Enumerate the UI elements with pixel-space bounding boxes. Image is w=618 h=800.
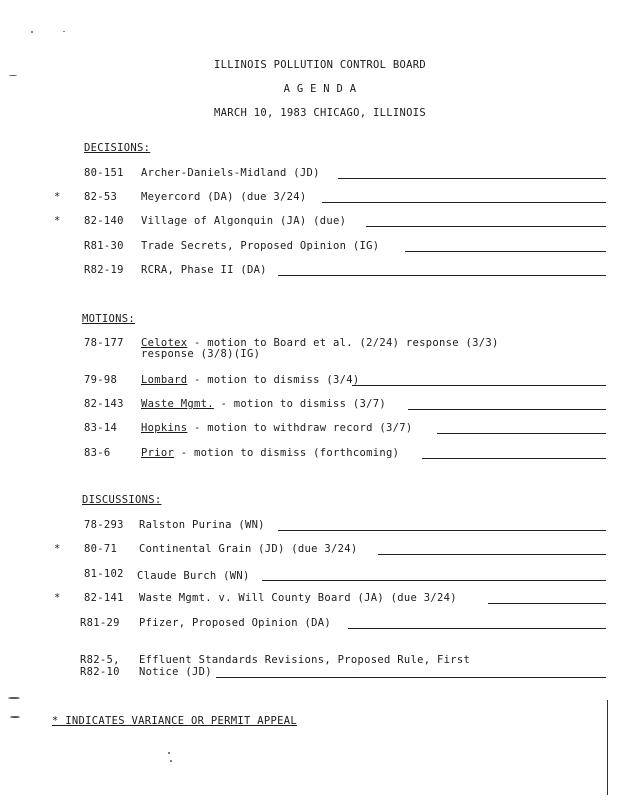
- blank-line: [488, 603, 606, 604]
- motion-item: [0, 337, 618, 363]
- docket-number: 82-53: [84, 191, 118, 203]
- blank-line: [352, 385, 606, 386]
- docket-number: 78-177: [84, 337, 124, 349]
- docket-number: 81-102: [84, 568, 124, 580]
- party-name: Waste Mgmt.: [141, 398, 214, 410]
- blank-line: [437, 433, 606, 434]
- motion-item: [0, 398, 618, 412]
- decision-item: [0, 167, 618, 181]
- case-title: Continental Grain (JD) (due 3/24): [139, 543, 358, 555]
- docket-number: R81-30: [84, 240, 124, 252]
- blank-line: [366, 226, 606, 227]
- discussion-item: [0, 519, 618, 533]
- docket-number: R82-19: [84, 264, 124, 276]
- docket-number: 83-6: [84, 447, 111, 459]
- case-title: Ralston Purina (WN): [139, 519, 265, 531]
- case-title: Waste Mgmt. v. Will County Board (JA) (due 3/24): [139, 592, 457, 604]
- motion-description-cont: response (3/8)(IG): [141, 348, 261, 360]
- scan-speck: [168, 752, 170, 754]
- blank-line: [338, 178, 606, 179]
- case-title: RCRA, Phase II (DA): [141, 264, 267, 276]
- motions-heading: MOTIONS:: [82, 313, 135, 325]
- decision-item: [0, 240, 618, 254]
- motion-description: - motion to Board et al. (2/24) response (3/3): [187, 337, 499, 349]
- case-title: Archer-Daniels-Midland (JD): [141, 167, 320, 179]
- discussion-item: [0, 617, 618, 631]
- variance-marker: *: [54, 543, 61, 555]
- party-name: Lombard: [141, 374, 188, 386]
- case-title: Effluent Standards Revisions, Proposed Rule, First: [139, 654, 471, 666]
- motion-item: [0, 422, 618, 436]
- discussion-item: [0, 592, 618, 606]
- docket-number: 82-141: [84, 592, 124, 604]
- blank-line: [378, 554, 606, 555]
- meeting-date-location: MARCH 10, 1983 CHICAGO, ILLINOIS: [214, 107, 426, 119]
- scan-speck: [8, 697, 20, 699]
- case-title: Pfizer, Proposed Opinion (DA): [139, 617, 332, 629]
- party-name: Prior: [141, 447, 175, 459]
- case-title: Claude Burch (WN): [137, 570, 250, 582]
- docket-number: 80-71: [84, 543, 118, 555]
- docket-number: 79-98: [84, 374, 118, 386]
- variance-marker: *: [54, 592, 61, 604]
- docket-number: 78-293: [84, 519, 124, 531]
- decision-item: [0, 215, 618, 229]
- blank-line: [278, 275, 606, 276]
- motion-description: - motion to dismiss (forthcoming): [174, 447, 400, 459]
- docket-number-secondary: R82-10: [80, 666, 120, 678]
- board-name: ILLINOIS POLLUTION CONTROL BOARD: [214, 59, 426, 71]
- agenda-title: A G E N D A: [283, 83, 357, 95]
- scan-speck: [31, 31, 33, 33]
- motion-description: - motion to dismiss (3/4): [187, 374, 360, 386]
- variance-marker: *: [54, 191, 61, 203]
- scan-edge-line: [607, 700, 608, 795]
- blank-line: [348, 628, 606, 629]
- docket-number: R82-5,: [80, 654, 120, 666]
- case-title: Trade Secrets, Proposed Opinion (IG): [141, 240, 380, 252]
- discussion-item: [0, 654, 618, 680]
- discussion-item: [0, 568, 618, 582]
- blank-line: [408, 409, 606, 410]
- discussions-heading: DISCUSSIONS:: [82, 494, 162, 506]
- motion-description: - motion to dismiss (3/7): [213, 398, 387, 410]
- blank-line: [322, 202, 606, 203]
- case-title: Village of Algonquin (JA) (due): [141, 215, 347, 227]
- decision-item: [0, 264, 618, 278]
- case-title-cont: Notice (JD): [139, 666, 212, 678]
- docket-number: 82-143: [84, 398, 124, 410]
- docket-number: 80-151: [84, 167, 124, 179]
- motion-item: [0, 447, 618, 461]
- motion-item: [0, 374, 618, 388]
- footnote: * INDICATES VARIANCE OR PERMIT APPEAL: [52, 715, 297, 727]
- decisions-heading: DECISIONS:: [84, 142, 151, 154]
- scan-speck: [170, 760, 172, 762]
- discussion-item: [0, 543, 618, 557]
- motion-description: - motion to withdraw record (3/7): [187, 422, 413, 434]
- party-name: Hopkins: [141, 422, 188, 434]
- scan-speck: [9, 75, 17, 76]
- blank-line: [405, 251, 606, 252]
- docket-number: R81-29: [80, 617, 120, 629]
- decision-item: [0, 191, 618, 205]
- docket-number: 83-14: [84, 422, 118, 434]
- party-name: Celotex: [141, 337, 188, 349]
- blank-line: [262, 580, 606, 581]
- scan-speck: [63, 31, 65, 32]
- case-title: Meyercord (DA) (due 3/24): [141, 191, 307, 203]
- blank-line: [216, 677, 606, 678]
- blank-line: [278, 530, 606, 531]
- blank-line: [422, 458, 606, 459]
- docket-number: 82-140: [84, 215, 124, 227]
- scan-speck: [10, 716, 20, 718]
- variance-marker: *: [54, 215, 61, 227]
